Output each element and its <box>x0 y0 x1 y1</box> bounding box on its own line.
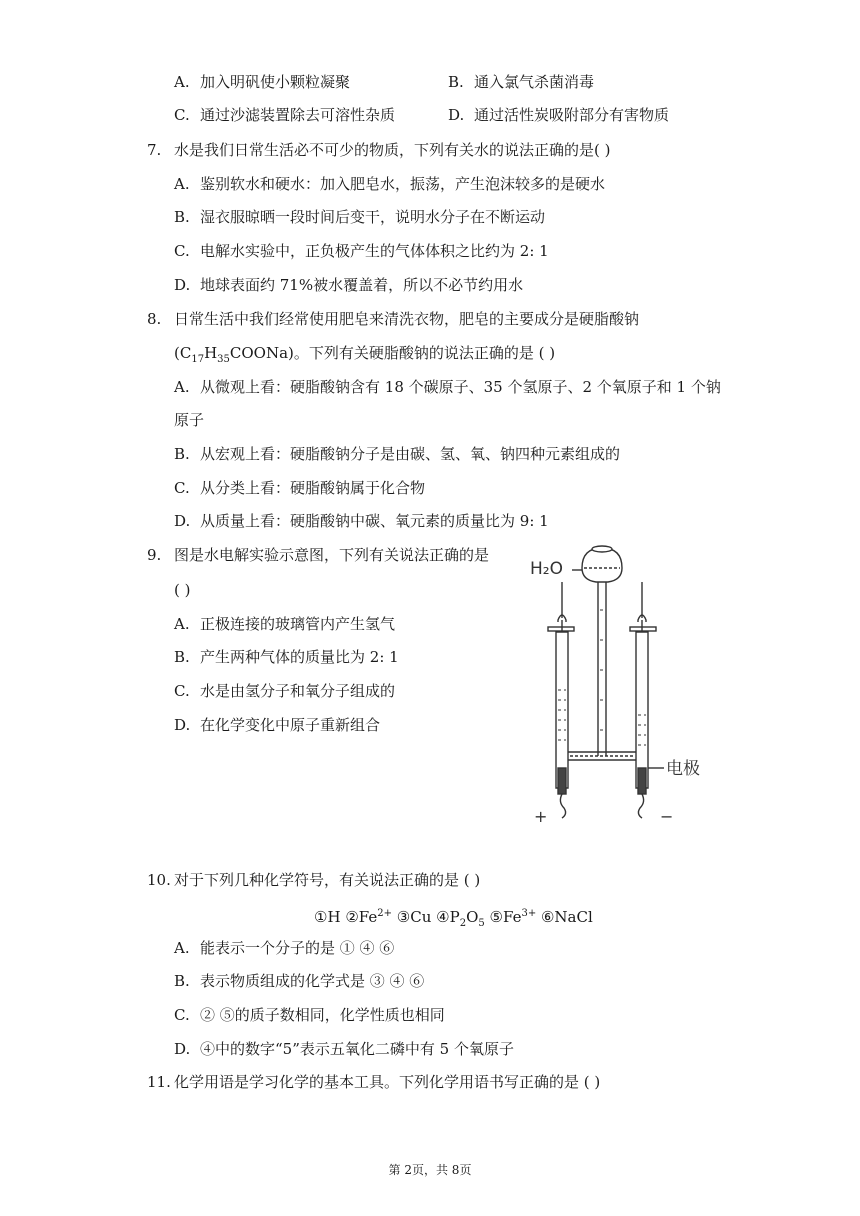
option-text: 鉴别软水和硬水：加入肥皂水，振荡，产生泡沫较多的是硬水 <box>200 175 606 193</box>
option-letter: B. <box>174 208 190 226</box>
symbol-5: $⑤Fe^{3+}$ <box>489 908 537 926</box>
option-text: 能表示一个分子的是 ① ④ ⑥ <box>200 939 395 957</box>
q7-stem: 水是我们日常生活必不可少的物质，下列有关水的说法正确的是( ) <box>174 141 611 159</box>
q8-option-d[interactable] <box>174 511 549 531</box>
electrolysis-apparatus-figure <box>520 540 720 830</box>
option-text: ② ⑤的质子数相同，化学性质也相同 <box>200 1006 445 1024</box>
negative-terminal-label: − <box>660 807 674 826</box>
option-text: 电解水实验中，正负极产生的气体体积之比约为 2: 1 <box>200 242 549 260</box>
q8-option-a-cont: 原子 <box>174 411 205 429</box>
q10-symbols <box>314 904 593 934</box>
q10-option-b[interactable] <box>174 971 424 991</box>
option-letter: A. <box>174 73 190 91</box>
q9-option-a[interactable] <box>174 614 395 634</box>
q7-option-a[interactable] <box>174 174 605 194</box>
question-number: 7. <box>147 141 162 159</box>
option-text: 从质量上看：硬脂酸钠中碳、氧元素的质量比为 9: 1 <box>200 512 549 530</box>
option-text: 水是由氢分子和氧分子组成的 <box>200 682 396 700</box>
page-footer: 第 2页，共 8页 <box>388 1163 472 1177</box>
option-letter: C. <box>174 242 190 260</box>
q8-stem-formula <box>174 343 555 370</box>
option-text: 从微观上看：硬脂酸钠含有 18 个碳原子、35 个氢原子、2 个氧原子和 1 个钠 <box>200 378 721 396</box>
q9-option-c[interactable] <box>174 681 395 701</box>
symbol-2: $②Fe^{2+}$ <box>345 908 392 926</box>
q10-option-c[interactable] <box>174 1005 445 1025</box>
option-letter: D. <box>174 1040 191 1058</box>
option-text: 产生两种气体的质量比为 2: 1 <box>200 648 399 666</box>
option-text: 通过沙滤装置除去可溶性杂质 <box>200 106 396 124</box>
q8-option-a[interactable] <box>174 377 721 397</box>
option-letter: C. <box>174 682 190 700</box>
option-text: 通入氯气杀菌消毒 <box>474 73 595 91</box>
option-letter: B. <box>174 648 190 666</box>
option-text: 地球表面约 71%被水覆盖着，所以不必节约用水 <box>200 276 524 294</box>
symbol-3: ③Cu <box>396 908 432 926</box>
question-number: 11. <box>147 1073 171 1091</box>
formula-text: (C <box>174 344 192 362</box>
option-text: 正极连接的玻璃管内产生氢气 <box>200 615 396 633</box>
option-text: 在化学变化中原子重新组合 <box>200 716 381 734</box>
formula-subscript: 17 <box>191 354 205 365</box>
formula-text: COONa)。下列有关硬脂酸钠的说法正确的是 ( ) <box>229 344 556 362</box>
option-letter: D. <box>448 106 465 124</box>
option-letter: B. <box>174 972 190 990</box>
option-text: 从宏观上看：硬脂酸钠分子是由碳、氢、氧、钠四种元素组成的 <box>200 445 621 463</box>
q8-option-b[interactable] <box>174 444 620 464</box>
q7-option-d[interactable] <box>174 275 523 295</box>
q9-option-b[interactable] <box>174 647 399 667</box>
symbol-1: ①H <box>314 908 341 926</box>
option-text: 表示物质组成的化学式是 ③ ④ ⑥ <box>200 972 425 990</box>
q6-option-b[interactable] <box>448 72 594 92</box>
formula-subscript: 35 <box>217 354 230 365</box>
q8-option-c[interactable] <box>174 478 425 498</box>
q7-option-b[interactable] <box>174 207 545 227</box>
option-text: 通过活性炭吸附部分有害物质 <box>474 106 670 124</box>
option-text: 加入明矾使小颗粒凝聚 <box>200 73 351 91</box>
q10-stem: 对于下列几种化学符号，有关说法正确的是 ( ) <box>174 871 481 889</box>
option-letter: C. <box>174 479 190 497</box>
option-letter: A. <box>174 378 190 396</box>
positive-terminal-label: + <box>534 807 548 826</box>
q6-option-a[interactable] <box>174 72 350 92</box>
q7-option-c[interactable] <box>174 241 549 261</box>
q11-stem: 化学用语是学习化学的基本工具。下列化学用语书写正确的是 ( ) <box>174 1073 601 1091</box>
q9-stem-paren: ( ) <box>174 581 191 599</box>
q6-option-c[interactable] <box>174 105 395 125</box>
question-number: 10. <box>147 871 171 889</box>
q10-option-a[interactable] <box>174 938 394 958</box>
option-letter: C. <box>174 106 190 124</box>
q8-stem: 日常生活中我们经常使用肥皂来清洗衣物，肥皂的主要成分是硬脂酸钠 <box>174 310 640 328</box>
q9-stem: 图是水电解实验示意图，下列有关说法正确的是 <box>174 546 490 564</box>
option-letter: D. <box>174 512 191 530</box>
question-number: 8. <box>147 310 162 328</box>
q9-option-d[interactable] <box>174 715 380 735</box>
symbol-6: ⑥NaCl <box>540 908 593 926</box>
option-letter: A. <box>174 939 190 957</box>
q10-option-d[interactable] <box>174 1039 514 1059</box>
option-letter: B. <box>174 445 190 463</box>
option-letter: D. <box>174 276 191 294</box>
question-number: 9. <box>147 546 162 564</box>
option-text: 从分类上看：硬脂酸钠属于化合物 <box>200 479 426 497</box>
option-letter: B. <box>448 73 464 91</box>
q6-option-d[interactable] <box>448 105 669 125</box>
option-letter: A. <box>174 175 190 193</box>
option-letter: D. <box>174 716 191 734</box>
h2o-label: H₂O <box>530 559 563 579</box>
option-text: ④中的数字“5”表示五氧化二磷中有 5 个氧原子 <box>200 1040 514 1058</box>
option-letter: C. <box>174 1006 190 1024</box>
option-text: 湿衣服晾晒一段时间后变干，说明水分子在不断运动 <box>200 208 546 226</box>
electrode-label: 电极 <box>666 759 700 779</box>
symbol-4: $④P_2O_5$ <box>436 908 485 929</box>
formula-text: H <box>204 344 218 362</box>
option-letter: A. <box>174 615 190 633</box>
